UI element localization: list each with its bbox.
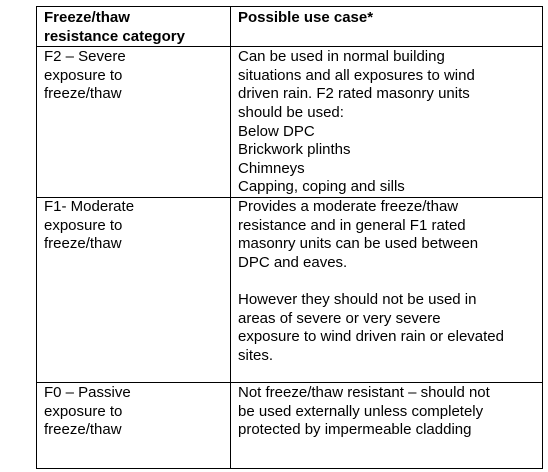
header-category xyxy=(37,7,231,47)
use-case-line: Below DPC xyxy=(238,122,315,140)
use-case-line: resistance and in general F1 rated xyxy=(238,216,466,234)
category-line: F0 – Passive xyxy=(44,383,131,401)
table-row-f0 xyxy=(37,382,543,468)
use-case-line: Capping, coping and sills xyxy=(238,178,405,196)
use-case-line: Can be used in normal building xyxy=(238,48,445,66)
table-row-f2 xyxy=(37,47,543,198)
use-case-line: Provides a moderate freeze/thaw xyxy=(238,197,459,215)
header-category-line: resistance category xyxy=(44,27,185,45)
freeze-thaw-table xyxy=(36,6,543,469)
use-case-line: Chimneys xyxy=(238,159,305,177)
use-case-line: exposure to wind driven rain or elevated xyxy=(238,328,504,346)
use-case-line: areas of severe or very severe xyxy=(238,309,441,327)
category-line: freeze/thaw xyxy=(44,421,122,439)
table-header-row xyxy=(37,7,543,47)
use-case-line: protected by impermeable cladding xyxy=(238,421,472,439)
use-case-line: Not freeze/thaw resistant – should not xyxy=(238,383,490,401)
use-case-line: driven rain. F2 rated masonry units xyxy=(238,85,470,103)
category-cell-f1 xyxy=(37,197,231,382)
category-line: freeze/thaw xyxy=(44,235,122,253)
use-case-cell-f1 xyxy=(231,197,543,382)
use-case-line: should be used: xyxy=(238,103,344,121)
use-case-line: masonry units can be used between xyxy=(238,235,479,253)
use-case-line: Brickwork plinths xyxy=(238,141,351,159)
use-case-line: be used externally unless completely xyxy=(238,402,484,420)
use-case-line: DPC and eaves. xyxy=(238,253,348,271)
header-use-case xyxy=(231,7,543,47)
use-case-line: situations and all exposures to wind xyxy=(238,66,475,84)
table-row-f1 xyxy=(37,197,543,382)
category-line: freeze/thaw xyxy=(44,85,122,103)
category-cell-f0 xyxy=(37,382,231,468)
paragraph-gap xyxy=(238,272,538,291)
category-line: exposure to xyxy=(44,66,123,84)
header-use-case-label: Possible use case* xyxy=(238,9,374,26)
category-cell-f2 xyxy=(37,47,231,198)
freeze-thaw-table-container xyxy=(36,6,542,469)
category-line: F1- Moderate xyxy=(44,197,135,215)
use-case-cell-f2 xyxy=(231,47,543,198)
category-line: exposure to xyxy=(44,402,123,420)
category-line: F2 – Severe xyxy=(44,48,126,66)
use-case-cell-f0 xyxy=(231,382,543,468)
use-case-line: sites. xyxy=(238,346,274,364)
category-line: exposure to xyxy=(44,216,123,234)
use-case-line: However they should not be used in xyxy=(238,290,477,308)
header-category-line: Freeze/thaw xyxy=(44,9,130,26)
